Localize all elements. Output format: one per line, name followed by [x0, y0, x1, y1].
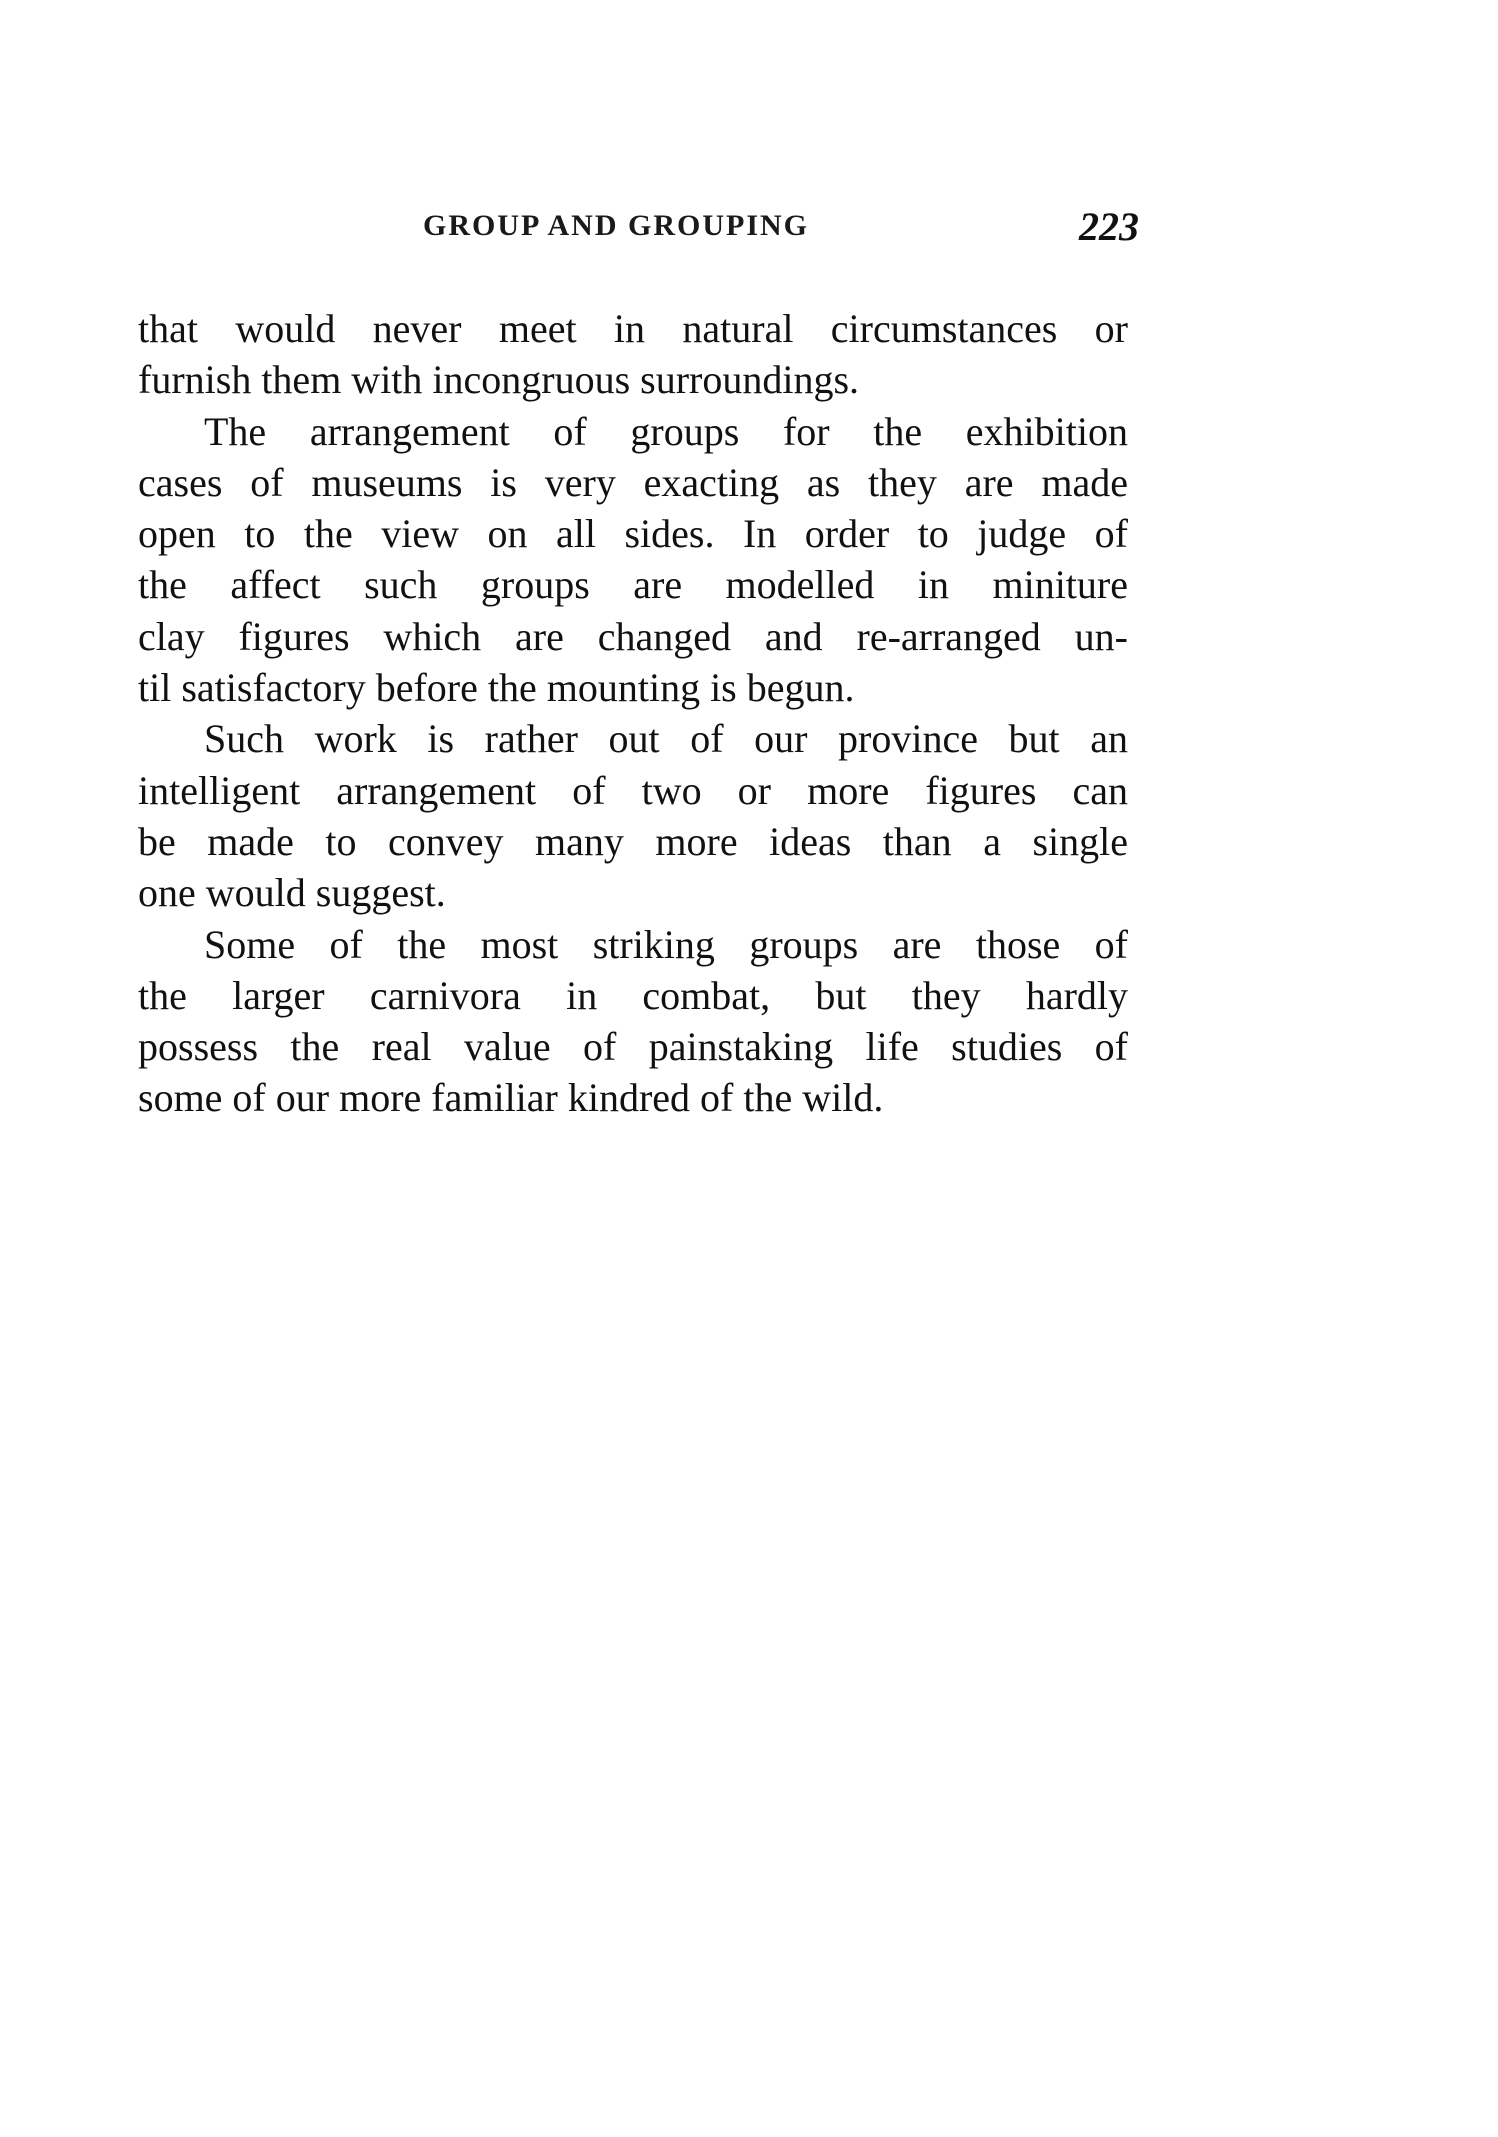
text-line: open to the view on all sides. In order to judge of: [138, 511, 1128, 557]
text-line: that would never meet in natural circumstances or: [138, 306, 1128, 351]
text-line: furnish them with incongruous surroundings.: [138, 357, 860, 403]
text-line: possess the real value of painstaking life studies of: [138, 1024, 1128, 1070]
text-line: til satisfactory before the mounting is begun.: [138, 665, 855, 711]
text-line: cases of museums is very exacting as they are made: [138, 459, 1128, 505]
running-title: GROUP AND GROUPING: [423, 209, 810, 242]
text-line: Some of the most striking groups are those of: [204, 921, 1128, 967]
text-line: clay figures which are changed and re-arranged un-: [138, 613, 1128, 659]
body-text: [138, 303, 1128, 1124]
text-line: Such work is rather out of our province but an: [204, 716, 1128, 762]
page-number: 223: [1079, 204, 1139, 249]
text-line: The arrangement of groups for the exhibition: [204, 408, 1128, 454]
text-line: some of our more familiar kindred of the wild.: [138, 1075, 884, 1121]
running-head: [136, 203, 1139, 253]
text-line: the larger carnivora in combat, but they hardly: [138, 972, 1128, 1018]
text-line: intelligent arrangement of two or more figures can: [138, 767, 1128, 813]
text-line: one would suggest.: [138, 870, 446, 916]
text-line: be made to convey many more ideas than a single: [138, 818, 1128, 864]
text-line: the affect such groups are modelled in miniture: [138, 562, 1128, 608]
